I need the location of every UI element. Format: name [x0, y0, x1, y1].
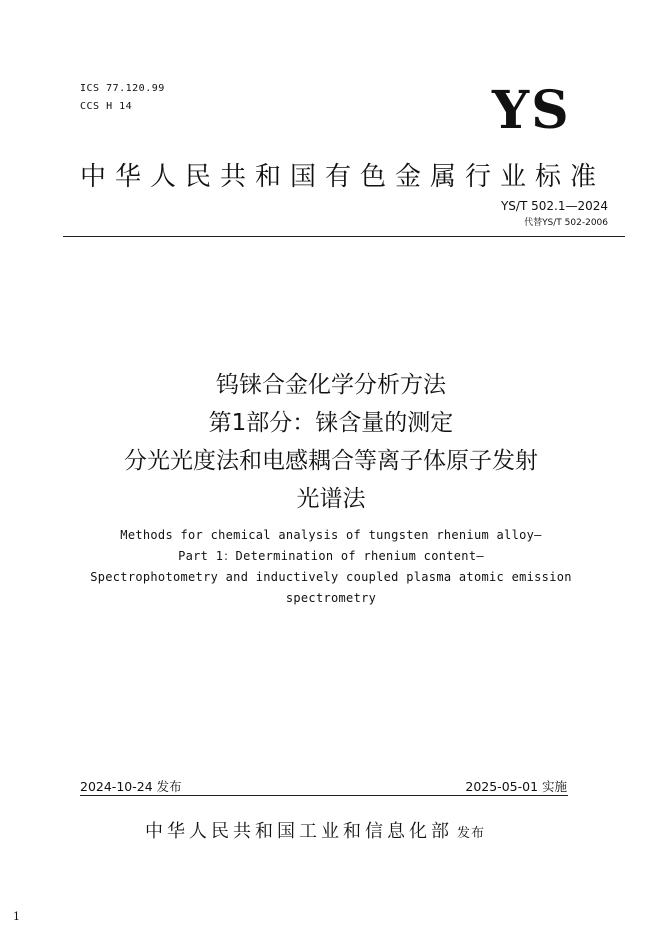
english-title-line-2: Part 1：Determination of rhenium content—: [178, 549, 484, 563]
ics-code: ICS 77.120.99: [80, 83, 165, 94]
chinese-title-line-2: 第1部分：铼含量的测定: [208, 410, 454, 436]
issuer: [145, 817, 485, 843]
chinese-title: [0, 366, 662, 518]
issuer-suffix: 发布: [457, 826, 486, 841]
ys-logo: YS: [492, 80, 571, 141]
header-divider: [63, 236, 625, 237]
implementation-date: 2025-05-01 实施: [465, 779, 567, 794]
replaces-standard: 代替YS/T 502-2006: [524, 218, 608, 228]
chinese-title-line-1: 钨铼合金化学分析方法: [216, 372, 446, 398]
english-title-line-3: Spectrophotometry and inductively coupled plasma atomic emission: [90, 570, 572, 584]
english-title-line-4: spectrometry: [285, 591, 377, 605]
english-title: [0, 525, 662, 609]
standard-number: YS/T 502.1—2024: [500, 199, 608, 213]
english-title-line-1: Methods for chemical analysis of tungsten rhenium alloy—: [120, 528, 542, 542]
page-number: 1: [13, 910, 20, 923]
issuer-name: 中华人民共和国工业和信息化部: [145, 821, 453, 842]
issue-date: 2024-10-24 发布: [80, 779, 182, 794]
footer-divider: [80, 795, 568, 796]
chinese-title-line-4: 光谱法: [296, 486, 366, 512]
chinese-title-line-3: 分光光度法和电感耦合等离子体原子发射: [124, 448, 538, 474]
ccs-code: CCS H 14: [80, 101, 133, 112]
standard-category-title: 中华人民共和国有色金属行业标准: [80, 162, 606, 192]
